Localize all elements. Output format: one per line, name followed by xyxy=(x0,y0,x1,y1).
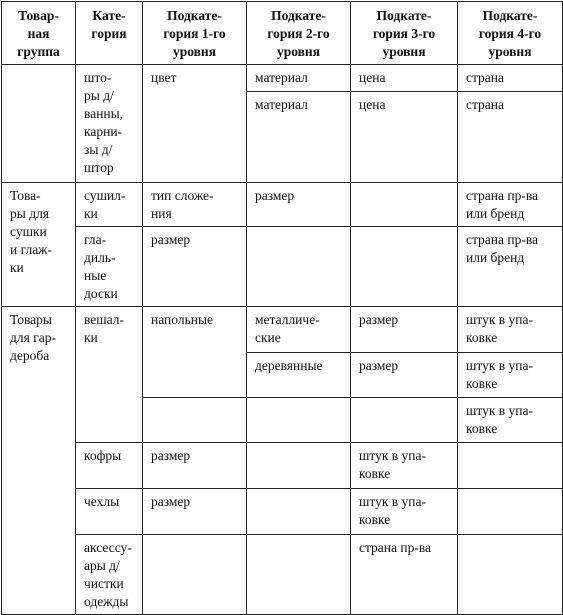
level2-cell: материал xyxy=(247,65,351,92)
header-subcategory-level-1: Подкате- гория 1-го уровня xyxy=(143,2,247,65)
level1-cell: размер xyxy=(143,443,247,489)
level4-cell: страна пр-ва или бренд xyxy=(458,183,563,227)
product-group-cell: Това- ры для сушки и глаж- ки xyxy=(2,183,76,307)
level4-cell xyxy=(458,489,563,535)
header-subcategory-level-4: Подкате- гория 4-го уровня xyxy=(458,2,563,65)
level1-cell: размер xyxy=(143,227,247,307)
level4-cell xyxy=(458,443,563,489)
level1-cell xyxy=(143,398,247,443)
level3-cell: страна пр-ва xyxy=(351,535,458,615)
header-product-group: Товар- ная группа xyxy=(2,2,76,65)
header-row xyxy=(2,2,563,65)
header-subcategory-level-2: Подкате- гория 2-го уровня xyxy=(247,2,351,65)
level1-cell: тип сложе- ния xyxy=(143,183,247,227)
level4-cell: штук в упа- ковке xyxy=(458,307,563,353)
table-row xyxy=(2,227,563,307)
level4-cell xyxy=(458,535,563,615)
level2-cell: металличе- ские xyxy=(247,307,351,353)
level1-cell xyxy=(143,535,247,615)
level3-cell: штук в упа- ковке xyxy=(351,443,458,489)
category-cell: вешал- ки xyxy=(76,307,143,443)
level2-cell: деревянные xyxy=(247,353,351,398)
table-row xyxy=(2,489,563,535)
level3-cell xyxy=(351,183,458,227)
table-row xyxy=(2,535,563,615)
product-group-cell: Товары для гар- дероба xyxy=(2,307,76,615)
category-cell: чехлы xyxy=(76,489,143,535)
category-cell: кофры xyxy=(76,443,143,489)
level3-cell: цена xyxy=(351,65,458,92)
level3-cell xyxy=(351,227,458,307)
category-cell: аксессу- ары д/ чистки одежды xyxy=(76,535,143,615)
level1-cell: размер xyxy=(143,489,247,535)
level4-cell: штук в упа- ковке xyxy=(458,398,563,443)
level3-cell: штук в упа- ковке xyxy=(351,489,458,535)
category-table xyxy=(1,1,563,615)
category-cell: гла- диль- ные доски xyxy=(76,227,143,307)
level1-cell: напольные xyxy=(143,307,247,398)
level2-cell xyxy=(247,227,351,307)
header-category: Кате- гория xyxy=(76,2,143,65)
table-row xyxy=(2,183,563,227)
header-subcategory-level-3: Подкате- гория 3-го уровня xyxy=(351,2,458,65)
level3-cell: размер xyxy=(351,307,458,353)
level4-cell: страна xyxy=(458,92,563,183)
table-row xyxy=(2,65,563,92)
level2-cell xyxy=(247,489,351,535)
table-row xyxy=(2,443,563,489)
category-cell: сушил- ки xyxy=(76,183,143,227)
level2-cell xyxy=(247,535,351,615)
table-row xyxy=(2,307,563,353)
level3-cell xyxy=(351,398,458,443)
level3-cell: цена xyxy=(351,92,458,183)
product-group-cell xyxy=(2,65,76,183)
level4-cell: страна пр-ва или бренд xyxy=(458,227,563,307)
level3-cell: размер xyxy=(351,353,458,398)
level2-cell xyxy=(247,398,351,443)
level2-cell: размер xyxy=(247,183,351,227)
level1-cell: цвет xyxy=(143,65,247,183)
level2-cell: материал xyxy=(247,92,351,183)
category-cell: што- ры д/ ванны, карни- зы д/ штор xyxy=(76,65,143,183)
level2-cell xyxy=(247,443,351,489)
level4-cell: страна xyxy=(458,65,563,92)
level4-cell: штук в упа- ковке xyxy=(458,353,563,398)
